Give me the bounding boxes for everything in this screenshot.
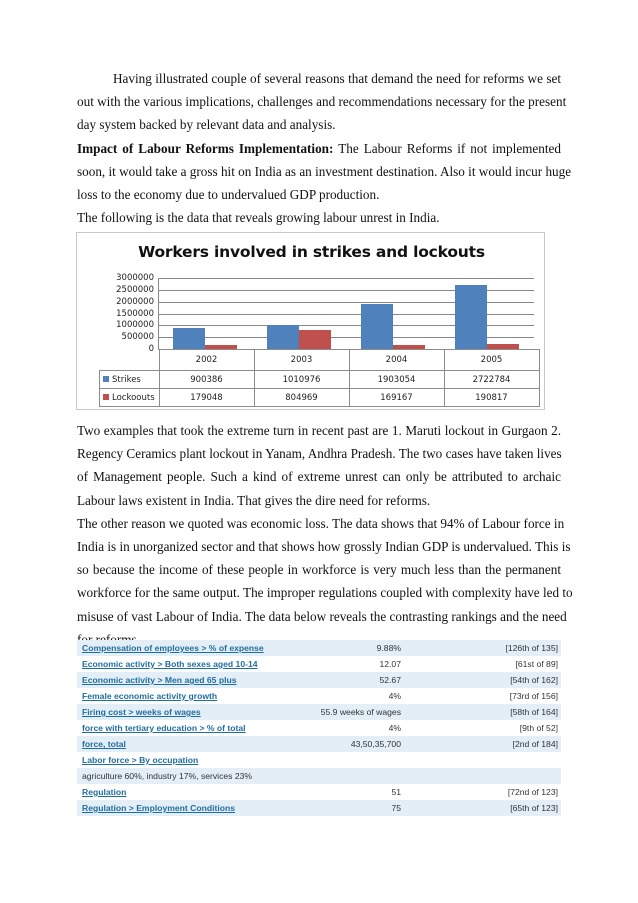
indicator-link[interactable]: Economic activity > Both sexes aged 10-14	[82, 659, 258, 669]
category-header: 2002	[159, 350, 254, 371]
series-value: 900386	[159, 371, 254, 389]
indicator-detail-text: agriculture 60%, industry 17%, services 23%	[82, 771, 253, 781]
economic-line: so because the income of these people in workforce is very much less than the permanent	[77, 562, 561, 578]
examples-paragraph	[77, 419, 561, 512]
series-value: 190817	[444, 389, 539, 407]
indicator-rank: [72nd of 123]	[507, 787, 558, 797]
indicator-value: 4%	[388, 723, 401, 733]
indicator-link[interactable]: Firing cost > weeks of wages	[82, 707, 201, 717]
y-axis-tick-label: 500000	[121, 332, 154, 343]
examples-line: of Management people. Such a kind of extreme unrest can only be attributed to archaic	[77, 469, 561, 485]
indicator-link[interactable]: Regulation > Employment Conditions	[82, 803, 236, 813]
economic-line: workforce for the same output. The improper regulations coupled with complexity have led to	[77, 585, 573, 601]
indicator-link[interactable]: Compensation of employees > % of expense	[82, 643, 264, 653]
y-axis-line	[158, 278, 159, 349]
indicator-rank: [2nd of 184]	[512, 739, 558, 749]
series-value: 169167	[349, 389, 444, 407]
economic-line: misuse of vast Labour of India. The data below reveals the contrasting rankings and the need	[77, 608, 567, 624]
indicator-rank: [73rd of 156]	[509, 691, 558, 701]
bar-strikes-2005	[455, 285, 487, 349]
bar-lockoouts-2003	[299, 330, 331, 349]
indicator-rank: [61st of 89]	[515, 659, 558, 669]
indicator-value: 51	[391, 787, 401, 797]
indicator-value: 52.67	[379, 675, 401, 685]
economic-line: The other reason we quoted was economic loss. The data shows that 94% of Labour force in	[77, 515, 565, 531]
y-axis-tick-label: 0	[148, 344, 154, 354]
stats-row	[77, 720, 561, 736]
indicator-value: 12.07	[379, 659, 401, 669]
bar-strikes-2004	[361, 304, 393, 349]
y-axis-tick-label: 1000000	[116, 320, 154, 331]
chart-title: Workers involved in strikes and lockouts	[138, 243, 485, 261]
stats-row	[77, 800, 561, 816]
indicator-value: 55.9 weeks of wages	[320, 707, 401, 717]
series-value: 179048	[159, 389, 254, 407]
series-value: 2722784	[444, 371, 539, 389]
legend-key-icon	[103, 394, 109, 400]
gridline	[158, 278, 534, 279]
stats-row	[77, 656, 561, 672]
indicator-value: 4%	[388, 691, 401, 701]
legend-entry: Lockoouts	[100, 389, 160, 407]
category-header: 2004	[349, 350, 444, 371]
stats-row	[77, 736, 561, 752]
legend-key-icon	[103, 376, 109, 382]
legend-entry: Strikes	[100, 371, 160, 389]
series-row	[100, 371, 540, 389]
intro-line: day system backed by relevant data and analysis.	[77, 117, 336, 133]
indicator-link[interactable]: Economic activity > Men aged 65 plus	[82, 675, 237, 685]
indicator-rank: [65th of 123]	[510, 803, 558, 813]
stats-row	[77, 768, 561, 784]
indicator-link[interactable]: force, total	[82, 739, 126, 749]
stats-row	[77, 672, 561, 688]
intro-line: out with the various implications, challenges and recommendations necessary for the present	[77, 94, 567, 110]
y-axis-tick-label: 2000000	[116, 296, 154, 307]
examples-line: Labour laws existent in India. That gives the dire need for reforms.	[77, 492, 431, 508]
y-axis-tick-label: 3000000	[116, 273, 154, 283]
indicator-link[interactable]: Regulation	[82, 787, 127, 797]
table-corner	[100, 350, 160, 371]
indicator-link[interactable]: Female economic activity growth	[82, 691, 218, 701]
category-header: 2003	[254, 350, 349, 371]
series-value: 1010976	[254, 371, 349, 389]
examples-line: Regency Ceramics plant lockout in Yanam, Andhra Pradesh. The two cases have taken lives	[77, 446, 562, 462]
labour-stats-table	[77, 640, 561, 816]
indicator-rank: [58th of 164]	[510, 707, 558, 717]
indicator-value: 9.88%	[376, 643, 401, 653]
intro-paragraph	[77, 67, 567, 137]
indicator-rank: [54th of 162]	[510, 675, 558, 685]
indicator-link[interactable]: force with tertiary education > % of total	[82, 723, 246, 733]
indicator-rank: [126th of 135]	[505, 643, 558, 653]
indicator-value: 75	[391, 803, 401, 813]
impact-line: The following is the data that reveals growing labour unrest in India.	[77, 210, 440, 226]
series-value: 804969	[254, 389, 349, 407]
series-row	[100, 389, 540, 407]
examples-line: Two examples that took the extreme turn in recent past are 1. Maruti lockout in Gurgaon 2.	[77, 423, 561, 438]
impact-line: loss to the economy due to undervalued GDP production.	[77, 187, 380, 202]
stats-row	[77, 688, 561, 704]
stats-row	[77, 752, 561, 768]
category-header: 2005	[444, 350, 539, 371]
y-axis-tick-label: 1500000	[116, 308, 154, 319]
impact-paragraph	[77, 137, 572, 230]
intro-line: Having illustrated couple of several reasons that demand the need for reforms we set	[113, 71, 561, 86]
impact-heading: Impact of Labour Reforms Implementation:	[77, 140, 334, 156]
economic-line: India is in unorganized sector and that shows how grossly Indian GDP is undervalued. This is	[77, 539, 571, 554]
series-value: 1903054	[349, 371, 444, 389]
stats-row	[77, 640, 561, 656]
bar-strikes-2002	[173, 328, 205, 349]
bar-strikes-2003	[267, 325, 299, 349]
impact-line: The Labour Reforms if not implemented	[333, 140, 561, 156]
chart-data-table	[99, 349, 540, 407]
stats-row	[77, 704, 561, 720]
economic-paragraph	[77, 512, 573, 651]
indicator-link[interactable]: Labor force > By occupation	[82, 755, 199, 765]
y-axis-tick-label: 2500000	[116, 284, 154, 295]
impact-line: soon, it would take a gross hit on India as an investment destination. Also it would incur huge	[77, 163, 572, 179]
strikes-lockouts-chart	[76, 232, 545, 410]
indicator-value: 43,50,35,700	[350, 739, 401, 749]
indicator-rank: [9th of 52]	[519, 723, 558, 733]
stats-row	[77, 784, 561, 800]
